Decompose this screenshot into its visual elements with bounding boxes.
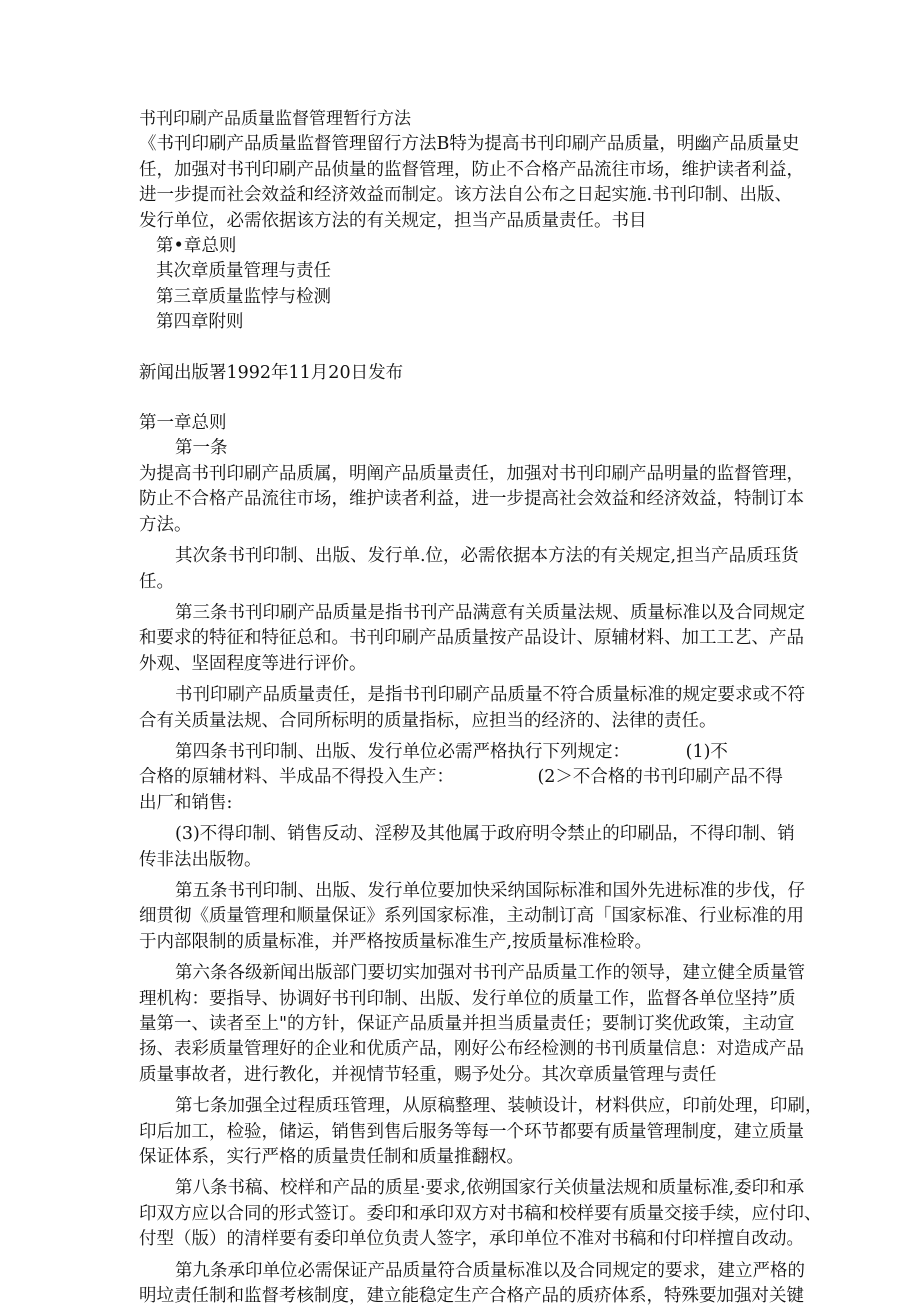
text-line: 细贯彻《质量管理和顺量保证》系列国家标准，主动制订高「国家标准、行业标准的用	[139, 906, 804, 927]
toc-item: 其次章质量管理与责任	[156, 261, 331, 282]
text-line: 第五条书刊印制、出版、发行单位要加快采纳国际标准和国外先进标准的步伐，仔	[175, 880, 805, 901]
text-line: 《书刊印刷产品质量监督管理留行方法B特为提高书刊印刷产品质量，明幽产品质量史	[139, 134, 800, 155]
text-line: 进一步提而社会效益和经济效益而制定。该方法自公布之日起实施.书刊印制、出版、	[139, 185, 793, 206]
article-8	[139, 1176, 822, 1252]
text-line: 传非法出版物。	[139, 849, 262, 870]
chapter-heading: 第一章总则	[139, 413, 227, 434]
text-line: 和要求的特征和特征总和。书刊印刷产品质量按产品设计、原辅材料、加工工艺、产品	[139, 628, 804, 649]
text-line: 印后加工，检验，储运，销售到售后服务等每一个环节都要有质量管理制度，建立质量	[139, 1121, 804, 1142]
table-of-contents	[139, 234, 789, 336]
article-4-item-3	[139, 822, 795, 873]
text-line: 合格的原辅材料、半成品不得投入生产： (2＞不合格的书刊印刷产品不得	[139, 767, 783, 788]
text-line: 防止不合格产品流往市场，维护读者利益，进一步提高社会效益和经济效益，特制订本	[139, 489, 804, 510]
text-line: 明垃责任制和监督考核制度，建立能稳定生产合格产品的质疥体系，特殊要加强对关键	[139, 1286, 804, 1307]
text-line: 第四条书刊印制、出版、发行单位必需严格执行下列规定： (1)不	[175, 741, 728, 762]
article-heading: 第一条	[175, 438, 228, 459]
toc-item: 第•章总则	[156, 236, 237, 257]
article-6	[139, 961, 805, 1088]
text-line: 合有关质量法规、合同所标明的质量指标，应担当的经济的、法律的责任。	[139, 710, 717, 731]
text-line: 书刊印刷产品质量责任，是指书刊印刷产品质量不符合质量标准的规定要求或不符	[175, 685, 805, 706]
text-line: 其次条书刊印制、出版、发行单.位，必需依据本方法的有关规定,担当产品质珏货	[175, 546, 799, 567]
text-line: 印双方应以合同的形式签订。委印和承印双方对书稿和校样要有质量交接手续，应付印、	[139, 1203, 822, 1224]
document-title: 书刊印刷产品质量监督管理暂行方法	[139, 109, 411, 129]
article-2	[139, 544, 799, 595]
article-3-liability	[139, 683, 805, 734]
text-line: 第六条各级新闻出版部门要切实加强对书刊产品质量工作的领导，建立健全质量管	[175, 963, 805, 984]
text-line: 发行单位，必需依据该方法的有关规定，担当产品质量责任。书目	[139, 210, 647, 231]
text-line: 理机构：要指导、协调好书刊印制、出版、发行单位的质量工作，监督各单位坚持”质	[139, 988, 796, 1009]
text-line: 保证体系，实行严格的质量贵任制和质量推翻权。	[139, 1147, 524, 1168]
text-line: 第九条承印单位必需保证产品质量符合质量标准以及合同规定的要求，建立严格的	[175, 1260, 805, 1281]
text-line: 于内部限制的质量标准，并严格按质量标准生产,按质量标准检聆。	[139, 931, 653, 952]
toc-item: 第四章附则	[156, 312, 244, 333]
text-line: 方法。	[139, 514, 192, 535]
text-line: 扬、表彩质量管理好的企业和优质产品，刚好公布经检测的书刊质量信息：对造成产品	[139, 1039, 804, 1060]
text-line: 外观、坚固程度等进行评价。	[139, 653, 367, 674]
text-line: 任。	[139, 571, 174, 592]
article-5	[139, 879, 805, 955]
toc-item: 第三章质量监悖与检测	[156, 286, 331, 307]
text-line: 第三条书刊印刷产品质量是指书刊产品满意有关质量法规、质量标准以及合同规定	[175, 602, 805, 623]
text-line: 第八条书稿、校样和产品的质星·要求,依朔国家行关侦量法规和质量标准,委印和承	[175, 1178, 805, 1199]
text-line: 出厂和销售:	[139, 792, 233, 813]
text-line: 付型（版）的清样要有委印单位负责人签字，承印单位不准对书稿和付印样擅自改动。	[139, 1229, 804, 1250]
publish-line: 新闻出版署1992年11月20日发布	[139, 362, 404, 383]
text-line: 任，加强对书刊印刷产品侦量的监督管理，防止不合格产品流往市场，维护读者利益，	[139, 159, 804, 180]
text-line: 质量事故者，进行教化，并视情节轻重，赐予处分。其次章质量管理与责任	[139, 1064, 717, 1085]
article-3	[139, 601, 805, 677]
text-line: 为提高书刊印刷产品质属，明阐产品质量责任，加强对书刊印刷产品明量的监督管理，	[139, 463, 804, 484]
article-4	[139, 740, 789, 816]
text-line: (3)不得印制、销售反动、淫秽及其他属于政府明令禁止的印刷品，不得印制、销	[175, 824, 795, 845]
text-line: 第七条加强全过程质珏管理，从原稿整理、装帧设计，材料供应，印前处理，印刷，	[175, 1096, 823, 1117]
article-9	[139, 1259, 805, 1309]
intro-paragraph	[139, 132, 804, 234]
document-page	[139, 107, 823, 1309]
text-line: 量第一、读者至上"的方针，保证产品质量并担当质量责任；要制订奖优政策，主动宣	[139, 1014, 795, 1034]
article-7	[139, 1094, 823, 1170]
article-1	[139, 462, 804, 538]
